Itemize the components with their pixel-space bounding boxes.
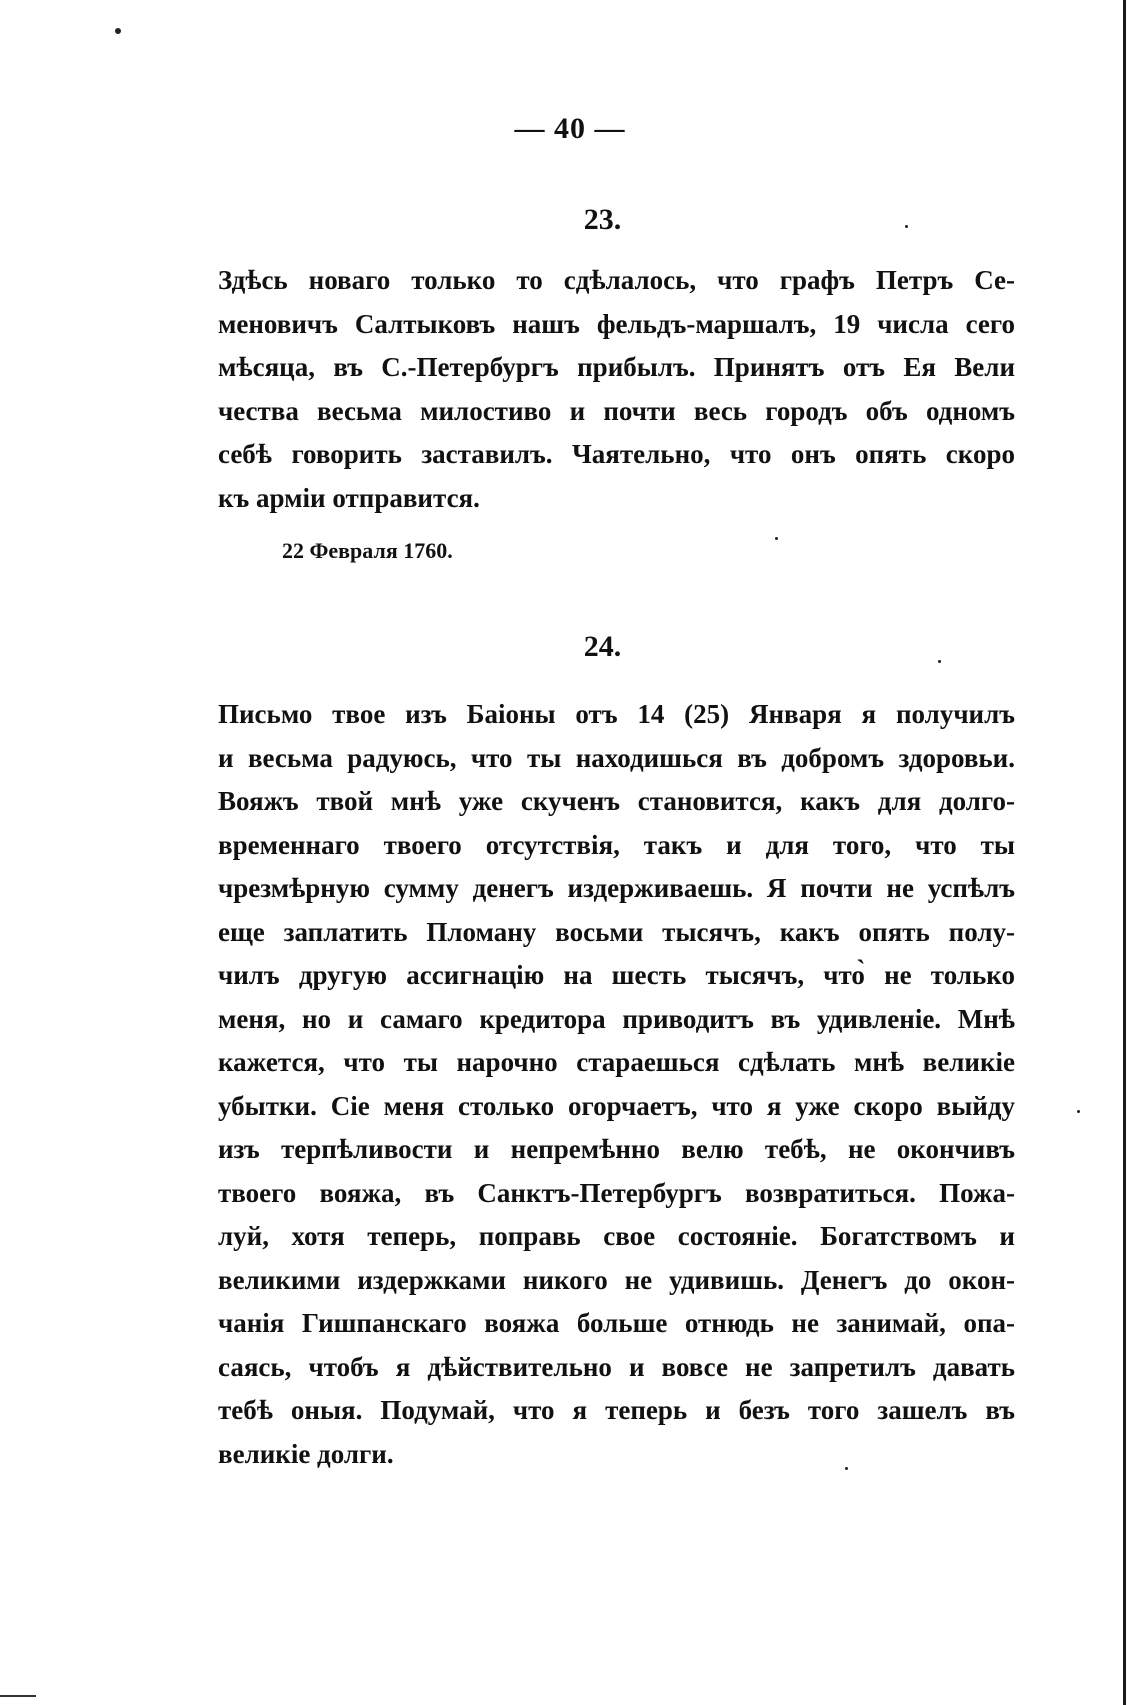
text-line: еще заплатить Пломану восьми тысячъ, какъ опять полу- [218, 916, 1015, 947]
text-line: чрезмѣрную сумму денегъ издерживаешь. Я почти не успѣлъ [218, 873, 1015, 903]
text-line: меня, но и самаго кредитора приводитъ въ удивленіе. Мнѣ [218, 1003, 1015, 1034]
ink-speck [115, 28, 121, 34]
text-line: меновичъ Салтыковъ нашъ фельдъ-маршалъ, 19 числа сего [218, 308, 1015, 339]
text-line: твоего вояжа, въ Санктъ-Петербургъ возвратиться. Пожа- [218, 1177, 1015, 1208]
text-line: тебѣ оныя. Подумай, что я теперь и безъ того зашелъ въ [218, 1395, 1015, 1425]
text-line: Здѣсь новаго только то сдѣлалось, что графъ Петръ Се- [218, 265, 1015, 295]
letter-number: 24. [583, 630, 622, 663]
letter-body [218, 259, 1015, 520]
text-line: чанія Гишпанскаго вояжа больше отнюдь не занимай, опа- [218, 1308, 1015, 1338]
ink-speck [775, 537, 778, 540]
text-line: Письмо твое изъ Баіоны отъ 14 (25) Января я получилъ [218, 699, 1015, 729]
text-line: убытки. Сіе меня столько огорчаетъ, что я уже скоро выйду [218, 1090, 1015, 1121]
text-line: временнаго твоего отсутствія, такъ и для того, что ты [218, 829, 1015, 860]
text-line: чества весьма милостиво и почти весь городъ объ одномъ [218, 395, 1015, 426]
text-line: себѣ говорить заставилъ. Чаятельно, что онъ опять скоро [218, 439, 1015, 469]
page-edge [1123, 0, 1126, 1705]
text-line: чилъ другую ассигнацію на шесть тысячъ, что̀ не только [218, 960, 1015, 990]
letter-date: 22 Февраля 1760. [282, 538, 453, 563]
ink-speck [1077, 1110, 1080, 1113]
text-line: изъ терпѣливости и непремѣнно велю тебѣ, не окончивъ [218, 1134, 1015, 1164]
text-line: саясь, чтобъ я дѣйствительно и вовсе не запретилъ давать [218, 1351, 1015, 1382]
bottom-rule [0, 1695, 36, 1697]
text-line: мѣсяца, въ С.-Петербургъ прибылъ. Принятъ отъ Ея Вели [218, 352, 1015, 382]
text-line: кажется, что ты нарочно стараешься сдѣлать мнѣ великіе [218, 1047, 1015, 1077]
letter-number: 23. [583, 203, 622, 236]
text-line: луй, хотя теперь, поправь свое состояніе. Богатствомъ и [218, 1221, 1015, 1251]
text-line: великіе долги. [218, 1438, 394, 1469]
text-line: великими издержками никого не удивишь. Денегъ до окон- [218, 1264, 1015, 1295]
text-line: Вояжъ твой мнѣ уже скученъ становится, какъ для долго- [218, 786, 1015, 816]
text-line: къ арміи отправится. [218, 482, 480, 513]
letter-body [218, 693, 1015, 1476]
text-line: и весьма радуюсь, что ты находишься въ добромъ здоровьи. [218, 742, 1015, 773]
page-number-header: — 40 — [514, 112, 626, 145]
